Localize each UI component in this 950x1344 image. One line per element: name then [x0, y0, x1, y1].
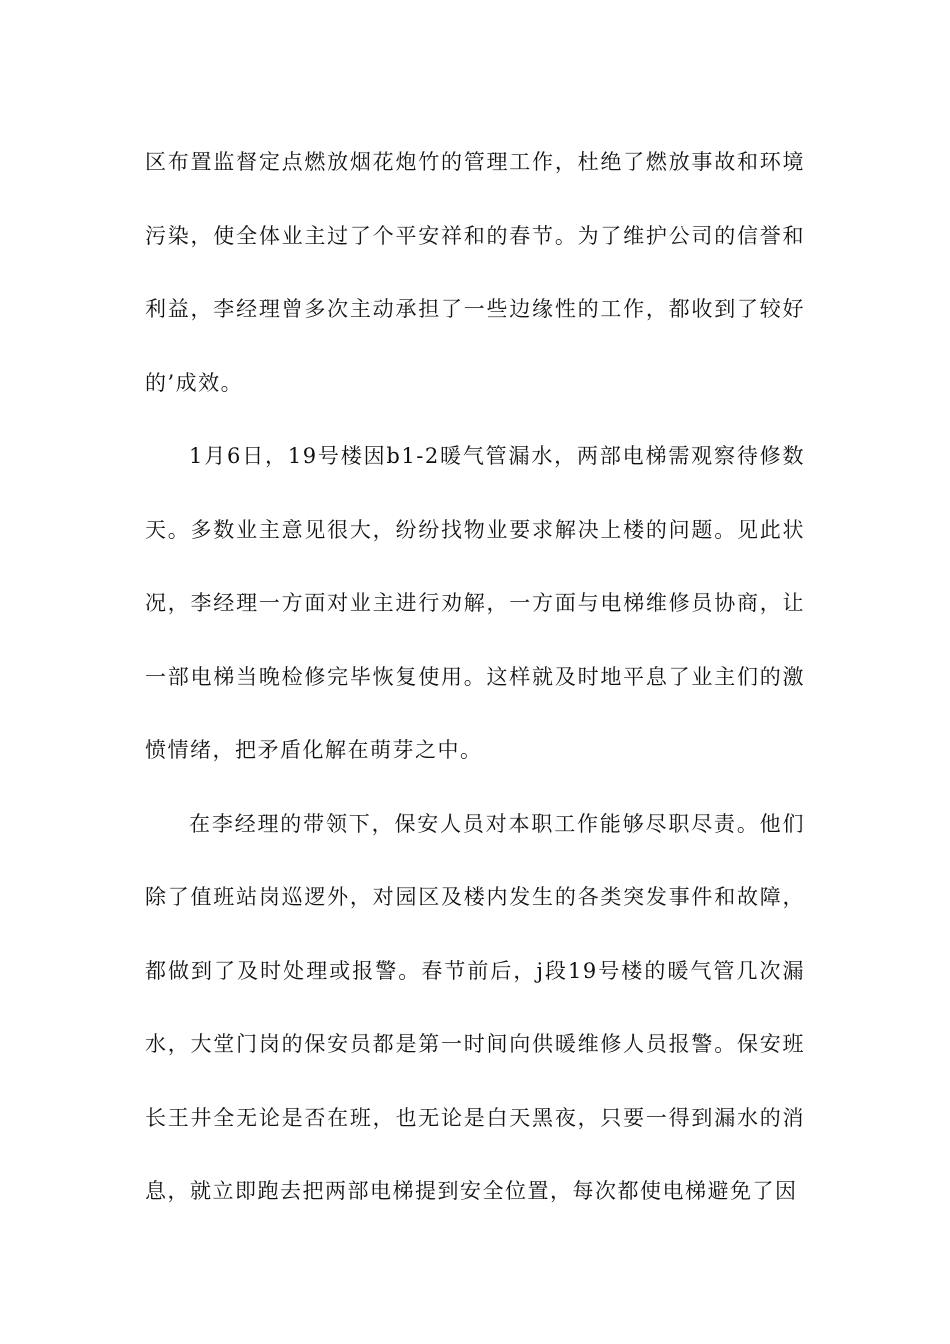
- paragraph-2: 1月6日，19号楼因b1-2暖气管漏水，两部电梯需观察待修数天。多数业主意见很大，纷纷找物业要求解决上楼的问题。见此状况，李经理一方面对业主进行劝解，一方面与电梯维修员协商，让一部电梯当晚检修完毕恢复使用。这样就及时地平息了业主们的激愤情绪，把矛盾化解在萌芽之中。: [145, 444, 805, 762]
- paragraph-3: 在李经理的带领下，保安人员对本职工作能够尽职尽责。他们除了值班站岗巡逻外，对园区及楼内发生的各类突发事件和故障，都做到了及时处理或报警。春节前后，j段19号楼的暖气管几次漏水，大堂门岗的保安员都是第一时间向供暖维修人员报警。保安班长王井全无论是否在班，也无论是白天黑夜，只要一得到漏水的消息，就立即跑去把两部电梯提到安全位置，每次都使电梯避免了因: [145, 811, 805, 1203]
- paragraph-1: 区布置监督定点燃放烟花炮竹的管理工作，杜绝了燃放事故和环境污染，使全体业主过了个平安祥和的春节。为了维护公司的信誉和利益，李经理曾多次主动承担了一些边缘性的工作，都收到了较好的’成效。: [145, 150, 805, 395]
- document-body: [145, 126, 805, 1229]
